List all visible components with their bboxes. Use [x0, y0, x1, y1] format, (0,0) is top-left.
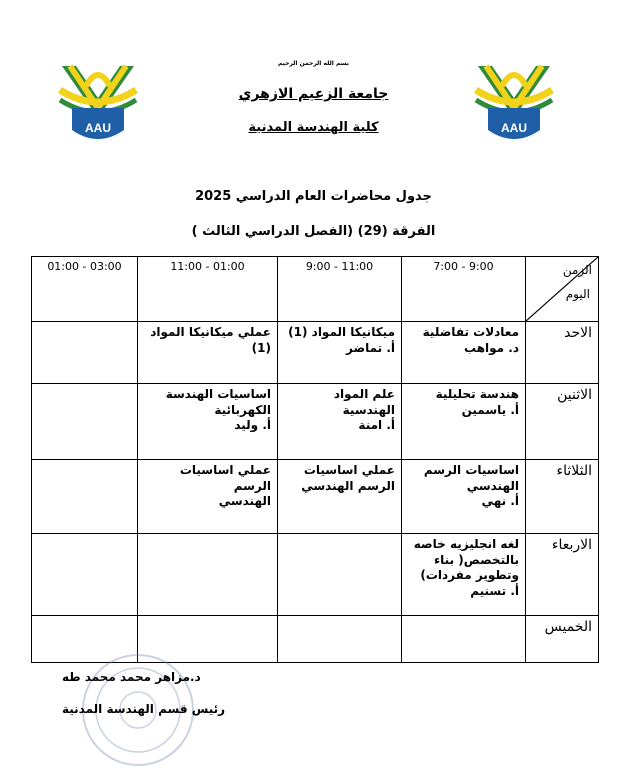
time-slot-header: 01:00 - 03:00	[32, 257, 138, 322]
day-row	[32, 322, 599, 384]
lecturer-name: أ. امنة	[358, 418, 395, 433]
lecture-cell	[402, 460, 526, 534]
course-name-cont: الهندسي	[466, 478, 519, 493]
course-name: لغه انجليزيه خاصه	[413, 537, 519, 551]
day-row	[32, 460, 599, 534]
university-name: جامعة الزعيم الازهري	[238, 86, 389, 102]
lecture-cell	[402, 534, 526, 616]
course-name: عملي ميكانيكا المواد	[150, 325, 271, 339]
day-label: الاثنين	[526, 384, 599, 460]
course-name: عملي اساسيات	[303, 463, 395, 477]
day-row	[32, 534, 599, 616]
corner-cell	[526, 257, 599, 322]
lecture-cell	[402, 384, 526, 460]
lecture-cell-empty	[402, 616, 526, 663]
time-slot-header: 9:00 - 11:00	[278, 257, 402, 322]
lecture-cell-empty	[278, 616, 402, 663]
lecture-cell	[278, 460, 402, 534]
lecture-cell-empty	[32, 322, 138, 384]
header-row	[32, 257, 599, 322]
lecture-cell	[278, 384, 402, 460]
schedule-title: جدول محاضرات العام الدراسي 2025	[195, 189, 432, 204]
logo-text: AAU	[501, 121, 527, 135]
corner-time-label: الزمن	[562, 263, 592, 277]
signatory-name: د.مزاهر محمد محمد طه	[62, 670, 201, 684]
lecture-cell-empty	[138, 534, 278, 616]
day-row	[32, 384, 599, 460]
course-name: معادلات تفاضلية	[422, 325, 519, 339]
course-name-cont: الكهربائية	[214, 402, 271, 417]
faculty-name: كلية الهندسة المدنية	[248, 120, 379, 135]
lecturer-name: أ. نهي	[481, 494, 519, 509]
course-name: اساسيات الرسم	[423, 463, 519, 477]
lecturer-name: أ. ياسمين	[461, 402, 519, 417]
day-label: الاحد	[526, 322, 599, 384]
lecture-cell	[402, 322, 526, 384]
logo-text: AAU	[85, 121, 111, 135]
lecture-cell	[138, 460, 278, 534]
lecture-cell-empty	[32, 460, 138, 534]
lecture-cell-empty	[32, 384, 138, 460]
course-name-cont: الهندسي	[218, 494, 271, 509]
course-name: عملي اساسيات الرسم	[179, 463, 271, 493]
day-label: الخميس	[526, 616, 599, 663]
time-slot-header: 11:00 - 01:00	[138, 257, 278, 322]
course-name-cont: الهندسية	[342, 402, 395, 417]
lecture-cell-empty	[278, 534, 402, 616]
lecturer-name: أ. تماضر	[346, 340, 395, 355]
course-name: اساسيات الهندسة	[165, 387, 271, 401]
lecture-cell	[138, 322, 278, 384]
course-name-cont: وتطوير مفردات)	[420, 568, 519, 583]
course-name: علم المواد	[333, 387, 395, 401]
course-name-cont: بالتخصص( بناء	[434, 552, 519, 567]
lecture-cell	[138, 384, 278, 460]
time-slot-header: 7:00 - 9:00	[402, 257, 526, 322]
lecture-cell	[278, 322, 402, 384]
lecturer-name: د. مواهب	[464, 340, 519, 355]
day-label: الثلاثاء	[526, 460, 599, 534]
lecture-cell-empty	[32, 534, 138, 616]
lecturer-name: أ. تسنيم	[470, 583, 519, 598]
schedule-subtitle: الفرقة (29) (الفصل الدراسي الثالث )	[191, 224, 436, 239]
course-name: ميكانيكا المواد (1)	[288, 325, 395, 339]
lecturer-name: أ. وليد	[234, 418, 271, 433]
course-name-cont: (1)	[251, 340, 271, 355]
schedule-table	[31, 256, 599, 663]
basmala: بسم الله الرحمن الرحيم	[277, 60, 350, 67]
signatory-role: رئيس قسم الهندسة المدنية	[62, 702, 226, 716]
course-name: هندسة تحليلية	[435, 387, 519, 401]
course-name-cont: الرسم الهندسي	[301, 478, 395, 493]
day-label: الاربعاء	[526, 534, 599, 616]
corner-day-label: اليوم	[565, 287, 590, 301]
